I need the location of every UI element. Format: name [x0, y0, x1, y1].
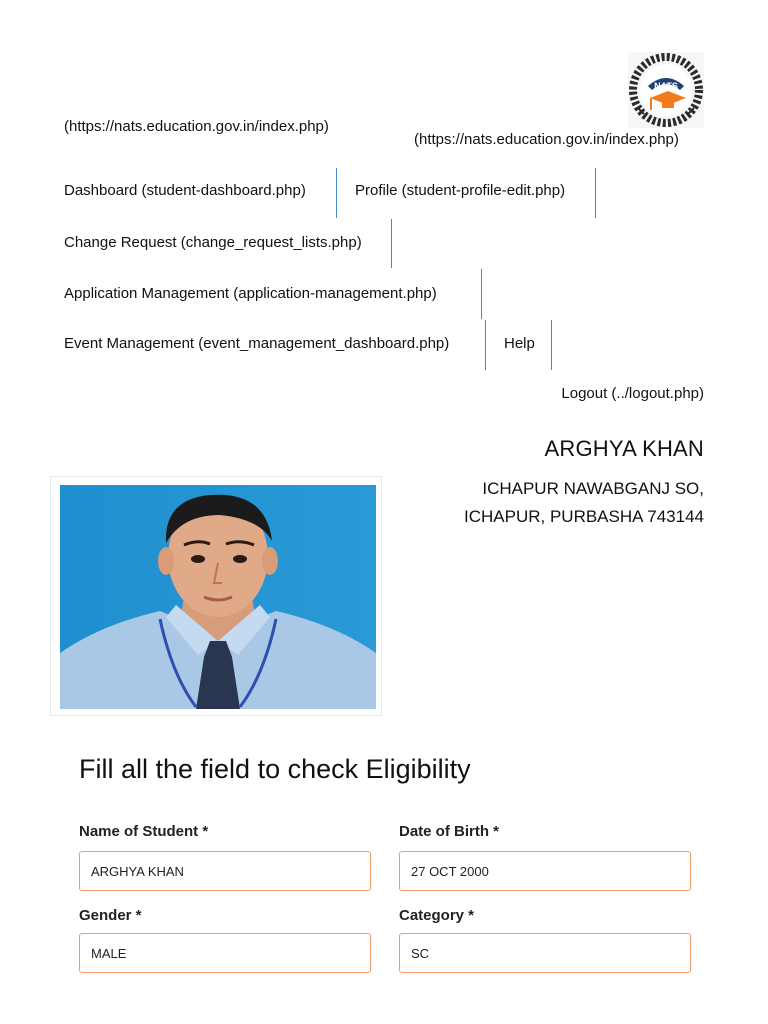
nav-dashboard-link[interactable]: Dashboard (student-dashboard.php) [64, 182, 306, 199]
category-label: Category * [399, 907, 475, 924]
nav-separator [391, 219, 392, 268]
header-home-link[interactable]: (https://nats.education.gov.in/index.php) [64, 118, 329, 135]
student-name: ARGHYA KHAN [544, 436, 704, 461]
name-of-student-label: Name of Student * [79, 823, 209, 840]
svg-text:NATS: NATS [654, 81, 678, 91]
address-line-2: ICHAPUR, PURBASHA 743144 [464, 507, 704, 526]
category-input[interactable] [399, 933, 691, 973]
nav-separator [595, 168, 596, 218]
nav-help-link[interactable]: Help [504, 335, 535, 352]
nav-separator [481, 269, 482, 319]
name-of-student-input[interactable] [79, 851, 371, 891]
header-home-link-right[interactable]: (https://nats.education.gov.in/index.php) [414, 131, 679, 148]
nav-separator [336, 168, 337, 218]
form-title: Fill all the field to check Eligibility [79, 754, 471, 784]
nats-logo-icon[interactable] [628, 52, 704, 128]
student-photo [60, 485, 376, 709]
date-of-birth-label: Date of Birth * [399, 823, 500, 840]
gender-label: Gender * [79, 907, 142, 924]
nav-change-request-link[interactable]: Change Request (change_request_lists.php) [64, 234, 362, 251]
nav-separator [551, 320, 552, 370]
nav-event-management-link[interactable]: Event Management (event_management_dashboard.php) [64, 335, 450, 352]
gender-input[interactable] [79, 933, 371, 973]
nav-profile-link[interactable]: Profile (student-profile-edit.php) [355, 182, 566, 199]
nav-application-management-link[interactable]: Application Management (application-management.php) [64, 285, 437, 302]
nav-separator [485, 320, 486, 370]
nav-logout-link[interactable]: Logout (../logout.php) [561, 385, 704, 402]
address-line-1: ICHAPUR NAWABGANJ SO, [482, 479, 704, 498]
date-of-birth-input[interactable] [399, 851, 691, 891]
student-photo-frame [50, 476, 382, 716]
